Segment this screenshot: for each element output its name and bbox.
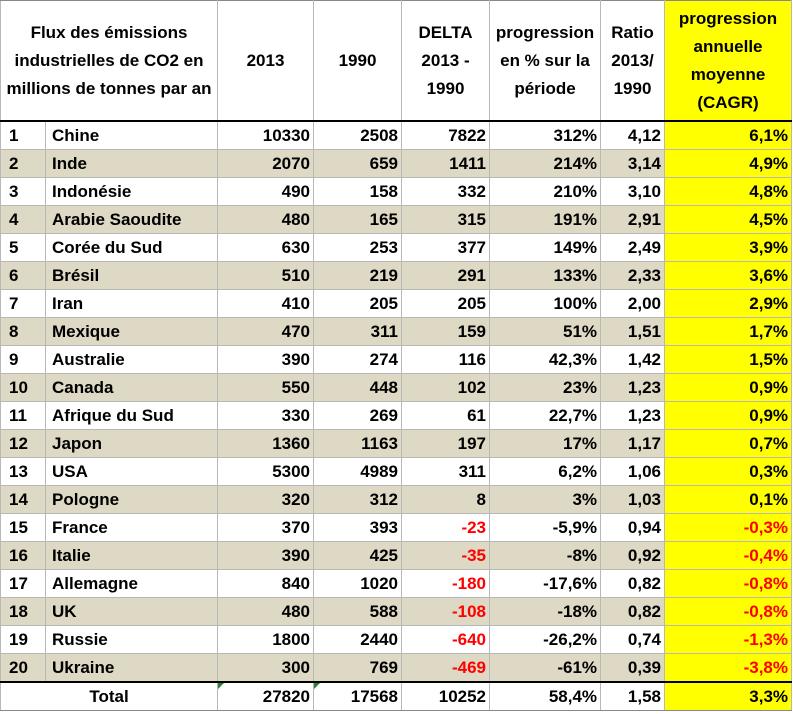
table-row: [1, 570, 792, 598]
value-2013-cell: 550: [218, 374, 314, 402]
rank-cell: 6: [1, 262, 46, 290]
progression-cell: 42,3%: [490, 346, 601, 374]
country-cell: France: [46, 514, 218, 542]
table-row: [1, 654, 792, 683]
rank-cell: 16: [1, 542, 46, 570]
progression-cell: 3%: [490, 486, 601, 514]
value-2013-cell: 470: [218, 318, 314, 346]
progression-cell: 191%: [490, 206, 601, 234]
ratio-cell: 3,14: [601, 150, 665, 178]
ratio-cell: 0,82: [601, 598, 665, 626]
value-1990-cell: 1163: [314, 430, 402, 458]
progression-cell: 312%: [490, 121, 601, 150]
progression-cell: -8%: [490, 542, 601, 570]
progression-cell: 6,2%: [490, 458, 601, 486]
value-1990-cell: 165: [314, 206, 402, 234]
country-cell: Arabie Saoudite: [46, 206, 218, 234]
table-row: [1, 486, 792, 514]
table-row: [1, 346, 792, 374]
rank-cell: 13: [1, 458, 46, 486]
table-row: [1, 374, 792, 402]
rank-cell: 9: [1, 346, 46, 374]
value-1990-cell: 588: [314, 598, 402, 626]
progression-cell: 51%: [490, 318, 601, 346]
value-2013-cell: 490: [218, 178, 314, 206]
table-row: [1, 318, 792, 346]
progression-cell: 214%: [490, 150, 601, 178]
value-2013-cell: 10330: [218, 121, 314, 150]
delta-cell: 377: [402, 234, 490, 262]
value-2013-cell: 480: [218, 598, 314, 626]
delta-cell: 102: [402, 374, 490, 402]
table-row: [1, 626, 792, 654]
value-2013-cell: 410: [218, 290, 314, 318]
table-row: [1, 121, 792, 150]
total-ratio: 1,58: [601, 682, 665, 711]
rank-cell: 12: [1, 430, 46, 458]
cagr-cell: -1,3%: [665, 626, 792, 654]
progression-cell: 23%: [490, 374, 601, 402]
delta-cell: 7822: [402, 121, 490, 150]
rank-cell: 17: [1, 570, 46, 598]
progression-cell: 100%: [490, 290, 601, 318]
country-cell: Afrique du Sud: [46, 402, 218, 430]
value-1990-cell: 448: [314, 374, 402, 402]
value-1990-cell: 253: [314, 234, 402, 262]
progression-cell: 17%: [490, 430, 601, 458]
ratio-cell: 2,33: [601, 262, 665, 290]
ratio-cell: 1,06: [601, 458, 665, 486]
header-cagr: progression annuelle moyenne (CAGR): [665, 1, 792, 122]
progression-cell: 133%: [490, 262, 601, 290]
country-cell: Corée du Sud: [46, 234, 218, 262]
cagr-cell: 4,9%: [665, 150, 792, 178]
total-2013: 27820: [218, 682, 314, 711]
rank-cell: 15: [1, 514, 46, 542]
ratio-cell: 1,23: [601, 402, 665, 430]
delta-cell: 8: [402, 486, 490, 514]
ratio-cell: 1,23: [601, 374, 665, 402]
cagr-cell: -0,4%: [665, 542, 792, 570]
table-row: [1, 430, 792, 458]
progression-cell: 210%: [490, 178, 601, 206]
rank-cell: 18: [1, 598, 46, 626]
delta-cell: -180: [402, 570, 490, 598]
header-2013: 2013: [218, 1, 314, 122]
country-cell: Canada: [46, 374, 218, 402]
rank-cell: 20: [1, 654, 46, 683]
ratio-cell: 2,49: [601, 234, 665, 262]
value-1990-cell: 4989: [314, 458, 402, 486]
cagr-cell: -3,8%: [665, 654, 792, 683]
rank-cell: 19: [1, 626, 46, 654]
country-cell: Australie: [46, 346, 218, 374]
table-row: [1, 150, 792, 178]
delta-cell: 116: [402, 346, 490, 374]
table-row: [1, 542, 792, 570]
cagr-cell: 6,1%: [665, 121, 792, 150]
progression-cell: -5,9%: [490, 514, 601, 542]
header-ratio: Ratio 2013/ 1990: [601, 1, 665, 122]
ratio-cell: 0,94: [601, 514, 665, 542]
header-progression: progression en % sur la période: [490, 1, 601, 122]
ratio-cell: 0,74: [601, 626, 665, 654]
delta-cell: -640: [402, 626, 490, 654]
cagr-cell: 2,9%: [665, 290, 792, 318]
delta-cell: -469: [402, 654, 490, 683]
value-1990-cell: 219: [314, 262, 402, 290]
progression-cell: -26,2%: [490, 626, 601, 654]
delta-cell: 291: [402, 262, 490, 290]
country-cell: Indonésie: [46, 178, 218, 206]
value-1990-cell: 205: [314, 290, 402, 318]
value-2013-cell: 5300: [218, 458, 314, 486]
rank-cell: 2: [1, 150, 46, 178]
value-1990-cell: 425: [314, 542, 402, 570]
value-1990-cell: 269: [314, 402, 402, 430]
rank-cell: 3: [1, 178, 46, 206]
country-cell: Pologne: [46, 486, 218, 514]
value-2013-cell: 480: [218, 206, 314, 234]
delta-cell: 332: [402, 178, 490, 206]
progression-cell: -18%: [490, 598, 601, 626]
country-cell: Chine: [46, 121, 218, 150]
ratio-cell: 1,17: [601, 430, 665, 458]
cagr-cell: 0,9%: [665, 374, 792, 402]
delta-cell: 205: [402, 290, 490, 318]
cagr-cell: 0,7%: [665, 430, 792, 458]
header-title: Flux des émissions industrielles de CO2 en millions de tonnes par an: [1, 1, 218, 122]
country-cell: Mexique: [46, 318, 218, 346]
cagr-cell: 0,9%: [665, 402, 792, 430]
country-cell: USA: [46, 458, 218, 486]
delta-cell: 197: [402, 430, 490, 458]
table-row: [1, 402, 792, 430]
value-1990-cell: 769: [314, 654, 402, 683]
value-1990-cell: 312: [314, 486, 402, 514]
table-row: [1, 598, 792, 626]
value-1990-cell: 659: [314, 150, 402, 178]
country-cell: Ukraine: [46, 654, 218, 683]
rank-cell: 11: [1, 402, 46, 430]
delta-cell: 159: [402, 318, 490, 346]
country-cell: Iran: [46, 290, 218, 318]
delta-cell: 315: [402, 206, 490, 234]
ratio-cell: 1,03: [601, 486, 665, 514]
ratio-cell: 2,00: [601, 290, 665, 318]
country-cell: Allemagne: [46, 570, 218, 598]
value-2013-cell: 1360: [218, 430, 314, 458]
delta-cell: 61: [402, 402, 490, 430]
total-cagr: 3,3%: [665, 682, 792, 711]
ratio-cell: 3,10: [601, 178, 665, 206]
header-row: [1, 1, 792, 122]
ratio-cell: 0,82: [601, 570, 665, 598]
header-1990: 1990: [314, 1, 402, 122]
total-row: [1, 682, 792, 711]
cagr-cell: 4,8%: [665, 178, 792, 206]
cagr-cell: -0,8%: [665, 598, 792, 626]
ratio-cell: 2,91: [601, 206, 665, 234]
country-cell: Brésil: [46, 262, 218, 290]
value-1990-cell: 2508: [314, 121, 402, 150]
total-1990: 17568: [314, 682, 402, 711]
delta-cell: -23: [402, 514, 490, 542]
total-label: Total: [1, 682, 218, 711]
value-2013-cell: 1800: [218, 626, 314, 654]
ratio-cell: 0,39: [601, 654, 665, 683]
table-row: [1, 514, 792, 542]
rank-cell: 10: [1, 374, 46, 402]
table-row: [1, 458, 792, 486]
value-2013-cell: 840: [218, 570, 314, 598]
total-progression: 58,4%: [490, 682, 601, 711]
value-2013-cell: 320: [218, 486, 314, 514]
cagr-cell: -0,8%: [665, 570, 792, 598]
value-2013-cell: 300: [218, 654, 314, 683]
table-row: [1, 262, 792, 290]
country-cell: Japon: [46, 430, 218, 458]
cagr-cell: 0,1%: [665, 486, 792, 514]
value-2013-cell: 370: [218, 514, 314, 542]
cagr-cell: 4,5%: [665, 206, 792, 234]
delta-cell: -35: [402, 542, 490, 570]
delta-cell: 1411: [402, 150, 490, 178]
ratio-cell: 1,42: [601, 346, 665, 374]
cagr-cell: 3,9%: [665, 234, 792, 262]
progression-cell: 149%: [490, 234, 601, 262]
table-row: [1, 178, 792, 206]
ratio-cell: 4,12: [601, 121, 665, 150]
value-1990-cell: 311: [314, 318, 402, 346]
country-cell: Russie: [46, 626, 218, 654]
table-row: [1, 234, 792, 262]
value-1990-cell: 274: [314, 346, 402, 374]
cagr-cell: 1,5%: [665, 346, 792, 374]
value-1990-cell: 158: [314, 178, 402, 206]
value-2013-cell: 2070: [218, 150, 314, 178]
ratio-cell: 0,92: [601, 542, 665, 570]
value-1990-cell: 1020: [314, 570, 402, 598]
table-row: [1, 206, 792, 234]
rank-cell: 5: [1, 234, 46, 262]
cagr-cell: -0,3%: [665, 514, 792, 542]
rank-cell: 14: [1, 486, 46, 514]
rank-cell: 1: [1, 121, 46, 150]
table-row: [1, 290, 792, 318]
value-2013-cell: 630: [218, 234, 314, 262]
rank-cell: 8: [1, 318, 46, 346]
total-delta: 10252: [402, 682, 490, 711]
value-2013-cell: 330: [218, 402, 314, 430]
delta-cell: -108: [402, 598, 490, 626]
value-2013-cell: 510: [218, 262, 314, 290]
value-1990-cell: 2440: [314, 626, 402, 654]
cagr-cell: 1,7%: [665, 318, 792, 346]
cagr-cell: 3,6%: [665, 262, 792, 290]
value-2013-cell: 390: [218, 542, 314, 570]
rank-cell: 4: [1, 206, 46, 234]
country-cell: UK: [46, 598, 218, 626]
value-2013-cell: 390: [218, 346, 314, 374]
country-cell: Inde: [46, 150, 218, 178]
delta-cell: 311: [402, 458, 490, 486]
progression-cell: -61%: [490, 654, 601, 683]
progression-cell: -17,6%: [490, 570, 601, 598]
header-delta: DELTA 2013 - 1990: [402, 1, 490, 122]
rank-cell: 7: [1, 290, 46, 318]
progression-cell: 22,7%: [490, 402, 601, 430]
value-1990-cell: 393: [314, 514, 402, 542]
country-cell: Italie: [46, 542, 218, 570]
cagr-cell: 0,3%: [665, 458, 792, 486]
ratio-cell: 1,51: [601, 318, 665, 346]
